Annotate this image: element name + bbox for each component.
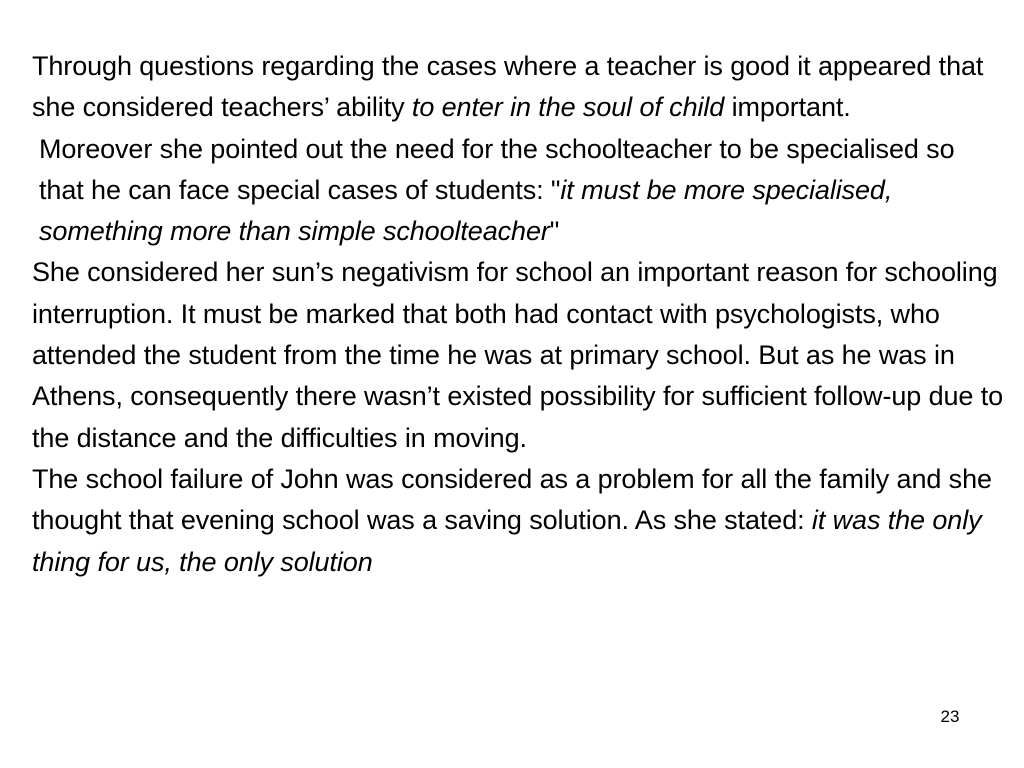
italic-quote: it must be more specialised, something more than simple schoolteacher [39, 174, 893, 247]
page-number: 23 [940, 707, 960, 726]
paragraph-text: Moreover she pointed out the need for the schoolteacher to be specialised so that he can face special cases of students: " [39, 133, 955, 205]
paragraph-specialised-teacher [32, 129, 1004, 253]
paragraph-school-failure [32, 459, 1004, 583]
paragraph-text: " [549, 216, 560, 247]
italic-quote: it was the only thing for us, the only solution [32, 505, 982, 577]
paragraph-text: The school failure of John was considered as a problem for all the family and she thought that evening school was a saving solution. As she stated: [32, 463, 992, 536]
paragraph-negativism [32, 252, 1004, 458]
paragraph-text: Through questions regarding the cases where a teacher is good it appeared that she considered teachers’ ability [32, 51, 984, 123]
body-text [32, 46, 1004, 583]
paragraph-teacher-ability [32, 46, 1004, 129]
paragraph-text: important. [724, 92, 851, 123]
italic-quote: to enter in the soul of child [411, 92, 725, 123]
paragraph-text: She considered her sun’s negativism for school an important reason for schooling interruption. It must be marked that both had contact with psychologists, who attended the student from the time he was at primary school. But as he was in Athens, consequently there wasn’t existed possibility for sufficient follow-up due to the distance and the difficulties in moving. [32, 257, 1004, 453]
